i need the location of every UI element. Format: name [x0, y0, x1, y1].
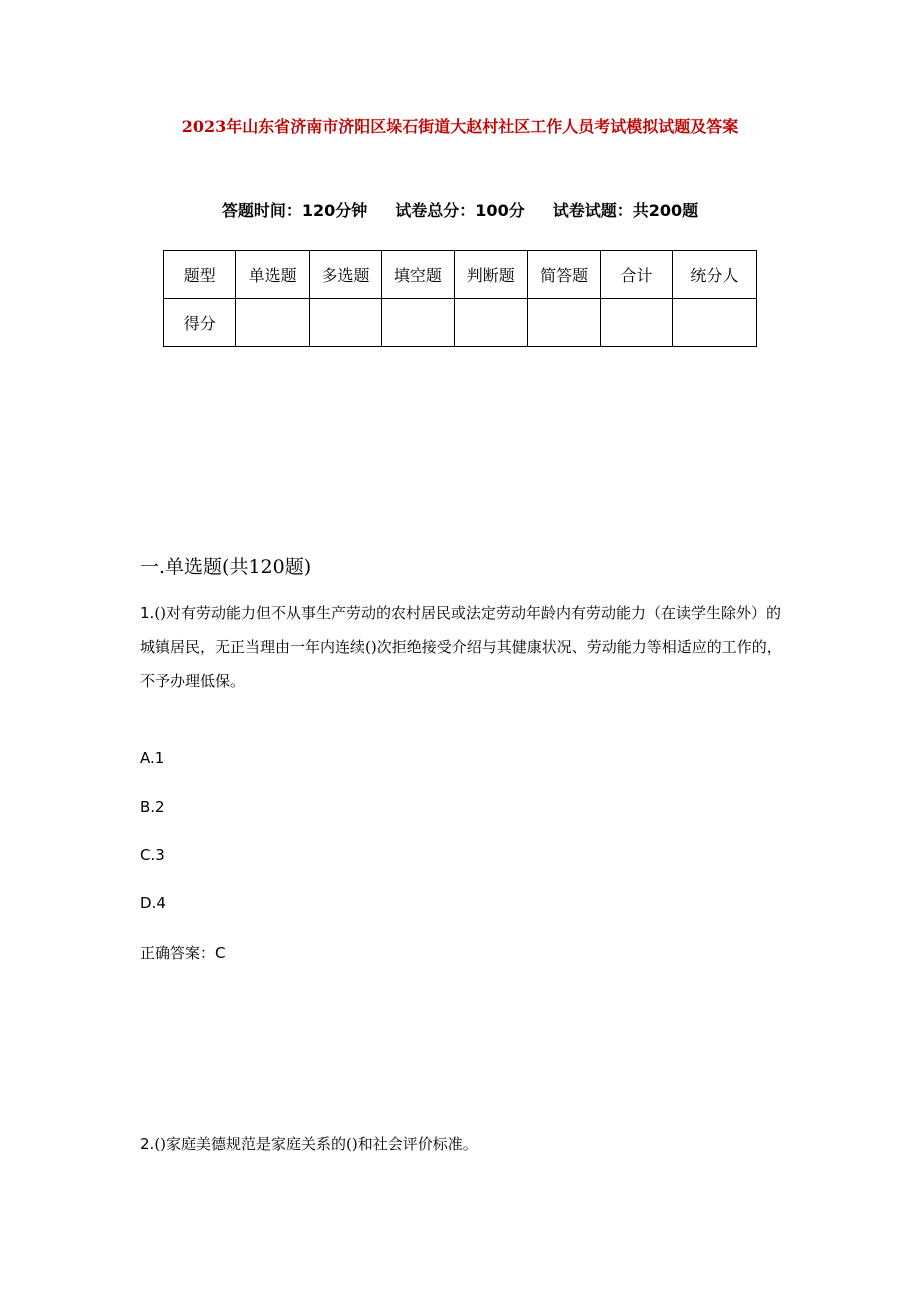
answer-label: 正确答案：: [140, 944, 216, 962]
score-table-header: 多选题: [309, 251, 381, 299]
correct-answer: [140, 942, 226, 963]
score-table: [163, 250, 757, 347]
answer-value: C: [215, 944, 226, 962]
score-cell: [236, 299, 309, 347]
question-number: 1.: [140, 604, 155, 622]
score-table-header: 统分人: [672, 251, 756, 299]
score-table-score-row: [164, 299, 757, 347]
document-title: 2023年山东省济南市济阳区垛石街道大赵村社区工作人员考试模拟试题及答案: [181, 117, 739, 136]
question-1: [140, 596, 785, 698]
score-cell: [601, 299, 672, 347]
score-table-header: 题型: [164, 251, 236, 299]
score-table-header: 判断题: [454, 251, 527, 299]
score-cell: [382, 299, 454, 347]
score-cell: [309, 299, 381, 347]
section-heading: 一.单选题(共120题): [140, 556, 312, 578]
question-text: ()家庭美德规范是家庭关系的()和社会评价标准。: [154, 1135, 478, 1153]
option-b: B.2: [140, 798, 165, 816]
score-table-header: 单选题: [236, 251, 309, 299]
question-2: [140, 1127, 785, 1161]
question-number: 2.: [140, 1135, 155, 1153]
score-table-header-row: [164, 251, 757, 299]
option-a: A.1: [140, 749, 165, 767]
score-cell: [672, 299, 756, 347]
score-cell: [454, 299, 527, 347]
option-c: C.3: [140, 846, 165, 864]
score-cell: [527, 299, 600, 347]
exam-info-bar: [0, 198, 920, 221]
exam-total-score: 试卷总分：100分: [395, 201, 525, 220]
exam-question-count: 试卷试题：共200题: [552, 201, 699, 220]
question-text: ()对有劳动能力但不从事生产劳动的农村居民或法定劳动年龄内有劳动能力（在读学生除外）的城镇居民，无正当理由一年内连续()次拒绝接受介绍与其健康状况、劳动能力等相适应的工作的，不予办理低保。: [140, 604, 782, 690]
score-table-header: 简答题: [527, 251, 600, 299]
score-row-label: 得分: [164, 299, 236, 347]
score-table-header: 填空题: [382, 251, 454, 299]
exam-time: 答题时间：120分钟: [221, 201, 368, 220]
option-d: D.4: [140, 894, 166, 912]
score-table-header: 合计: [601, 251, 672, 299]
